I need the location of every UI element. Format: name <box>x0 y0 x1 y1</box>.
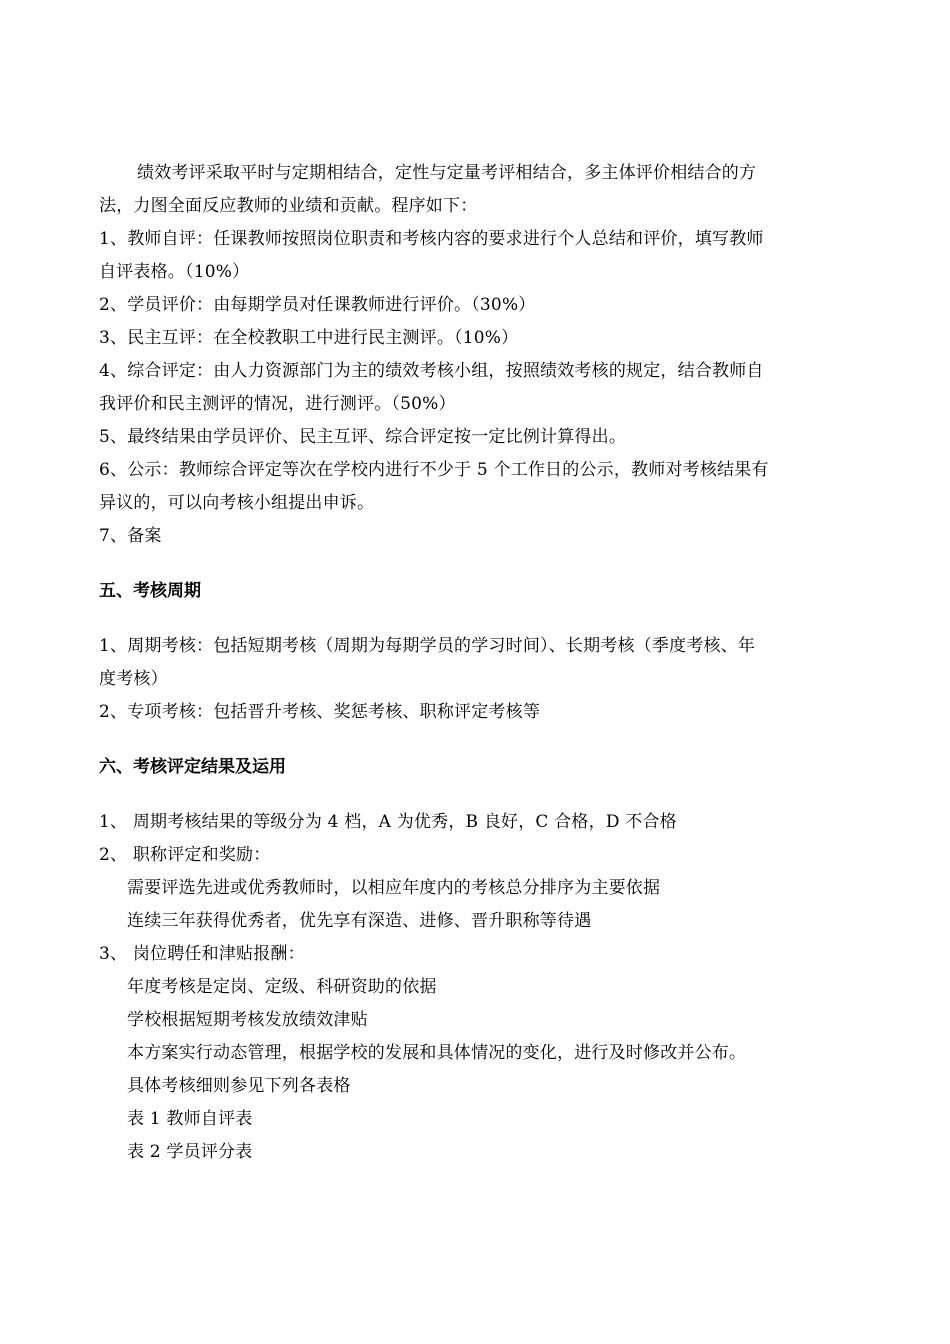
spacer <box>99 553 854 575</box>
table-ref-2: 表 2 学员评分表 <box>127 1142 253 1162</box>
results-item-3-sub-4: 具体考核细则参见下列各表格 <box>127 1076 351 1096</box>
cycle-item-2: 2、专项考核：包括晋升考核、奖惩考核、职称评定考核等 <box>99 702 541 722</box>
procedure-item-1-cont: 自评表格。（10%） <box>99 262 250 282</box>
results-item-1: 1、 周期考核结果的等级分为 4 档，A 为优秀，B 良好，C 合格，D 不合格 <box>99 812 677 832</box>
intro-line-1: 绩效考评采取平时与定期相结合，定性与定量考评相结合，多主体评价相结合的方 <box>137 163 757 183</box>
section-heading-results: 六、考核评定结果及运用 <box>99 757 286 777</box>
results-item-3-sub-1: 年度考核是定岗、定级、科研资助的依据 <box>127 977 437 997</box>
document-page <box>99 157 854 1169</box>
procedure-item-4-cont: 我评价和民主测评的情况，进行测评。（50%） <box>99 394 456 414</box>
spacer <box>99 784 854 806</box>
cycle-item-1: 1、周期考核：包括短期考核（周期为每期学员的学习时间）、长期考核（季度考核、年 <box>99 636 756 656</box>
intro-line-2: 法，力图全面反应教师的业绩和贡献。程序如下： <box>99 196 478 216</box>
procedure-item-1: 1、教师自评：任课教师按照岗位职责和考核内容的要求进行个人总结和评价，填写教师 <box>99 229 764 249</box>
procedure-item-5: 5、最终结果由学员评价、民主互评、综合评定按一定比例计算得出。 <box>99 427 627 447</box>
spacer <box>99 608 854 630</box>
procedure-item-3: 3、民主互评：在全校教职工中进行民主测评。（10%） <box>99 328 519 348</box>
section-heading-cycle: 五、考核周期 <box>99 581 201 601</box>
procedure-item-6-cont: 异议的，可以向考核小组提出申诉。 <box>99 493 375 513</box>
results-item-2: 2、 职称评定和奖励： <box>99 845 271 865</box>
results-item-3: 3、 岗位聘任和津贴报酬： <box>99 944 305 964</box>
table-ref-1: 表 1 教师自评表 <box>127 1109 253 1129</box>
results-item-2-sub-1: 需要评选先进或优秀教师时，以相应年度内的考核总分排序为主要依据 <box>127 878 661 898</box>
spacer <box>99 729 854 751</box>
cycle-item-1-cont: 度考核） <box>99 669 168 689</box>
procedure-item-7: 7、备案 <box>99 526 162 546</box>
procedure-item-6: 6、公示：教师综合评定等次在学校内进行不少于 5 个工作日的公示，教师对考核结果有 <box>99 460 769 480</box>
procedure-item-4: 4、综合评定：由人力资源部门为主的绩效考核小组，按照绩效考核的规定，结合教师自 <box>99 361 764 381</box>
results-item-2-sub-2: 连续三年获得优秀者，优先享有深造、进修、晋升职称等待遇 <box>127 911 592 931</box>
procedure-item-2: 2、学员评价：由每期学员对任课教师进行评价。（30%） <box>99 295 536 315</box>
results-item-3-sub-2: 学校根据短期考核发放绩效津贴 <box>127 1010 368 1030</box>
results-item-3-sub-3: 本方案实行动态管理，根据学校的发展和具体情况的变化，进行及时修改并公布。 <box>127 1043 747 1063</box>
